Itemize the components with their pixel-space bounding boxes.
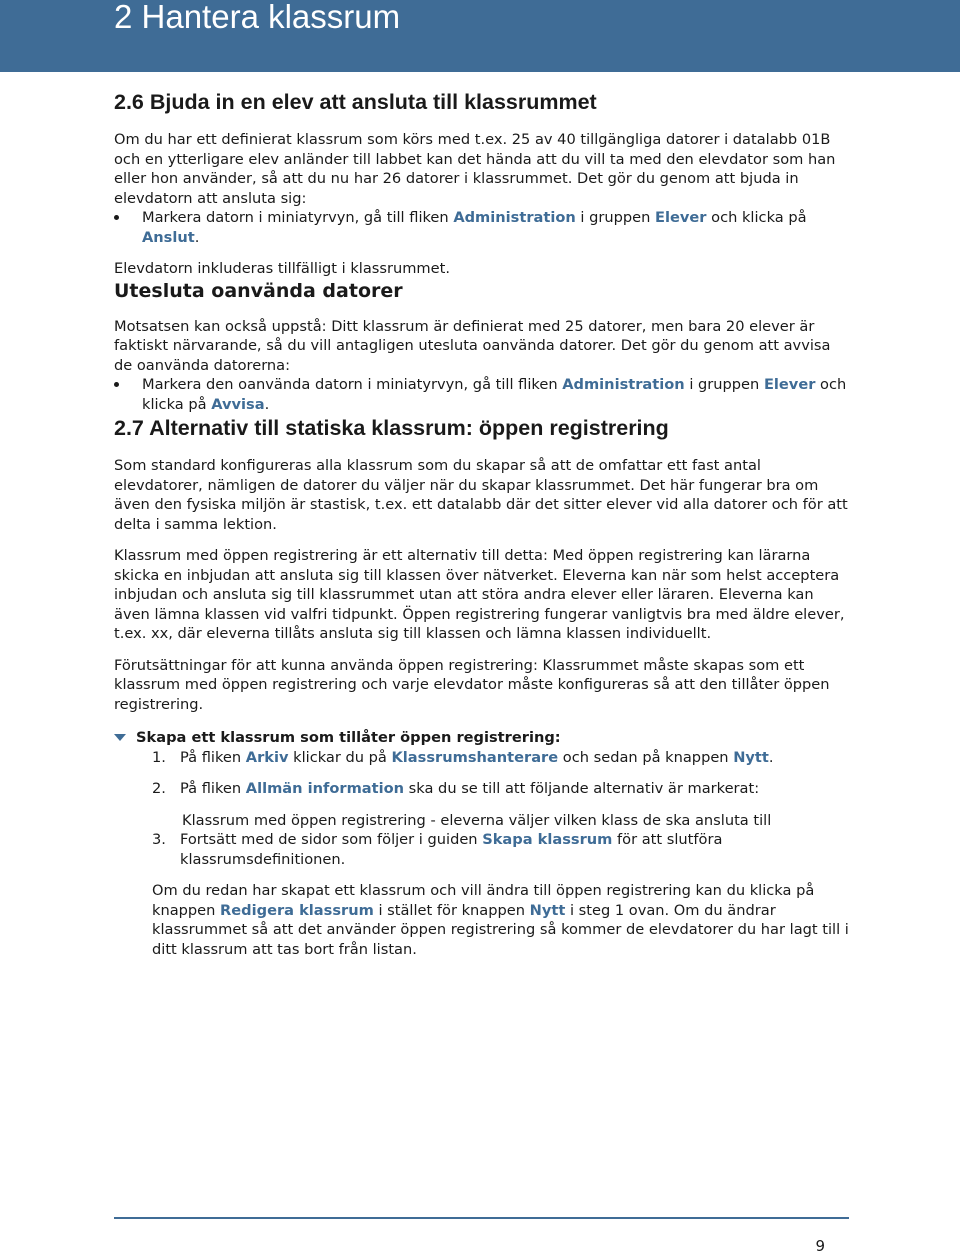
list-item (152, 830, 849, 869)
exclude-bullet-list (114, 375, 849, 414)
step-text: och sedan på knappen (558, 748, 734, 766)
list-item (114, 375, 849, 414)
bullet-text: och klicka på (706, 209, 807, 226)
bullet-text: Markera den oanvända datorn i miniatyrvyn, gå till fliken (142, 376, 563, 393)
bullet-text: . (264, 395, 270, 413)
list-item (152, 748, 849, 768)
list-item (114, 208, 849, 247)
chapter-header-bar (0, 0, 960, 72)
page-content (114, 88, 849, 959)
step-text: Fortsätt med de sidor som följer i guiden (180, 831, 483, 848)
section-2-6-intro: Om du har ett definierat klassrum som körs med t.ex. 25 av 40 tillgängliga datorer i datalabb 01B och en ytterligare elev anländer till labbet kan det hända att du vill ta med den elevdator som han eller hon använder, så att du nu har 26 datorer i klassrummet. Det gör du genom att bjuda in elevdatorn att ansluta sig: (114, 131, 836, 207)
bullet-text: i gruppen (684, 376, 764, 393)
ui-term-elever: Elever (655, 209, 707, 226)
section-heading-2-6: 2.6 Bjuda in en elev att ansluta till klassrummet (114, 90, 597, 114)
step-text: ska du se till att följande alternativ är markerat: (404, 780, 760, 797)
ui-term-anslut: Anslut (142, 228, 195, 246)
footer-rule (114, 1217, 849, 1219)
section-2-6-after: Elevdatorn inkluderas tillfälligt i klassrummet. (114, 260, 450, 277)
step-text: för att slutföra klassrumsdefinitionen. (180, 831, 723, 868)
bullet-text: Markera datorn i miniatyrvyn, gå till fliken (142, 209, 454, 226)
ui-term-nytt: Nytt (529, 901, 566, 919)
procedure-steps (114, 748, 849, 799)
step-text: På fliken (180, 780, 246, 797)
section-2-7-paragraph-2: Klassrum med öppen registrering är ett alternativ till detta: Med öppen registrering kan lärarna skicka en inbjudan att ansluta sig till klassen över nätverket. Eleverna kan när som helst acceptera inbjudan och ansluta sig till klassrummet utan att störa andra elever eller läraren. Eleverna kan även lämna klassen vid valfri tidpunkt. Öppen registrering fungerar vanligtvis bra med äldre elever, t.ex. xx, där eleverna tillåts ansluta sig till klassen och lämna klassen individuellt. (114, 547, 845, 642)
page-number: 9 (815, 1237, 825, 1255)
step-number: 1. (152, 748, 166, 766)
ui-term-avvisa: Avvisa (211, 395, 265, 413)
procedure-steps-continued (114, 830, 849, 869)
bullet-text: i gruppen (575, 209, 656, 226)
step-number: 2. (152, 780, 166, 797)
exclude-body: Motsatsen kan också uppstå: Ditt klassrum är definierat med 25 datorer, men bara 20 elever är faktiskt närvarande, så du vill antagligen utesluta oanvända datorer. Det gör du genom att avvisa de oanvända datorerna: (114, 317, 831, 374)
procedure-option-note: Klassrum med öppen registrering - eleverna väljer vilken klass de ska ansluta till (182, 811, 772, 829)
procedure-heading: Skapa ett klassrum som tillåter öppen registrering: (136, 729, 561, 746)
subheading-exclude: Utesluta oanvända datorer (114, 279, 403, 302)
ui-term-allman-information: Allmän information (245, 780, 405, 797)
step-text: . (768, 748, 774, 766)
outro-text: i steg 1 ovan. Om du ändrar klassrummet så att det använder öppen registrering så kommer de elevdatorer du har lagt till i ditt klassrum att tas bort från listan. (152, 901, 849, 958)
section-2-6-bullet-list (114, 208, 849, 247)
outro-text: Om du redan har skapat ett klassrum och vill ändra till öppen registrering kan du klicka på knappen (152, 882, 815, 919)
bullet-text: och klicka på (142, 376, 847, 413)
chapter-title: 2 Hantera klassrum (114, 0, 401, 35)
procedure-outro (114, 881, 849, 959)
section-heading-2-7: 2.7 Alternativ till statiska klassrum: öppen registrering (114, 416, 669, 440)
ui-term-redigera-klassrum: Redigera klassrum (220, 901, 374, 919)
ui-term-skapa-klassrum: Skapa klassrum (482, 831, 613, 848)
outro-text: i stället för knappen (373, 901, 530, 919)
section-2-7-paragraph-1: Som standard konfigureras alla klassrum som du skapar så att de omfattar ett fast antal elevdatorer, nämligen de datorer du väljer när du skapar klassrummet. Det här fungerar bra om även den fysiska miljön är stastisk, t.ex. ett datalabb där det sitter elever vid alla datorer och för att delta i samma lektion. (114, 457, 848, 533)
triangle-down-icon (114, 734, 126, 741)
ui-term-elever: Elever (763, 376, 816, 393)
bullet-text: . (194, 228, 200, 246)
ui-term-administration: Administration (453, 209, 576, 226)
list-item (152, 779, 849, 799)
ui-term-nytt: Nytt (733, 748, 769, 766)
step-text: klickar du på (288, 748, 392, 766)
step-text: På fliken (180, 748, 246, 766)
ui-term-administration: Administration (562, 376, 685, 393)
section-2-7-paragraph-3: Förutsättningar för att kunna använda öppen registrering: Klassrummet måste skapas som ett klassrum med öppen registrering och varje elevdator måste konfigureras så att den tillåter öppen registrering. (114, 656, 830, 713)
procedure-toggle[interactable] (114, 728, 849, 748)
bullet-dot-icon (114, 215, 119, 220)
ui-term-arkiv: Arkiv (245, 748, 289, 766)
ui-term-klassrumshanterare: Klassrumshanterare (391, 748, 559, 766)
bullet-dot-icon (114, 382, 119, 387)
step-number: 3. (152, 831, 166, 848)
